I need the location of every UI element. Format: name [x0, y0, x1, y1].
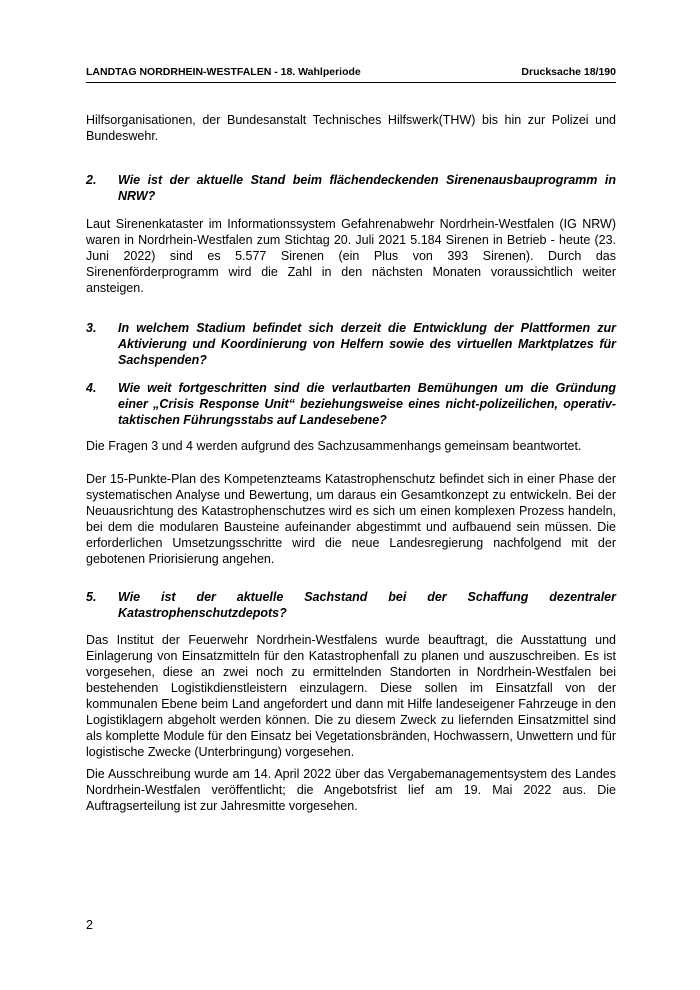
page-number: 2	[86, 918, 93, 932]
header-left: LANDTAG NORDRHEIN-WESTFALEN - 18. Wahlperiode	[86, 66, 361, 78]
paragraph-answer-5: Das Institut der Feuerwehr Nordrhein-Westfalens wurde beauftragt, die Ausstattung und Einlagerung von Einsatzmitteln für den Katastrophenfall zu planen und auszuschreiben. Es ist vorgesehen, diese an zwei noch zu ermittelnden Standorten in Nordrhein-Westfalen bei bestehenden Logistikdienstleistern einzulagern. Diese sollen im Einsatzfall von der kommunalen Ebene beim Land angefordert und dann mit Hilfe landeseigener Fahrzeuge in den Logistiklagern abgeholt werden können. Die zu diesem Zweck zu liefernden Einsatzmittel sind als komplette Module für den Einsatz bei Vegetationsbränden, Hochwassern, Unwettern und für logistische Zwecke (Unterbringung) vorgesehen.	[86, 633, 616, 759]
question-5	[86, 589, 616, 621]
paragraph-answer-2: Laut Sirenenkataster im Informationssystem Gefahrenabwehr Nordrhein-Westfalen (IG NRW) waren in Nordrhein-Westfalen zum Stichtag 20. Juli 2021 5.184 Sirenen in Betrieb - heute (23. Juni 2022) sind es 5.577 Sirenen (ein Plus von 393 Sirenen). Durch das Sirenenförderprogramm wird die Zahl in den nächsten Monaten voraussichtlich weiter ansteigen.	[86, 217, 616, 295]
question-text: Wie weit fortgeschritten sind die verlautbarten Bemühungen um die Gründung einer „Crisis Response Unit“ beziehungsweise eines nicht-polizeilichen, operativ-taktischen Führungsstabs auf Landesebene?	[118, 381, 616, 427]
question-text: Wie ist der aktuelle Stand beim flächendeckenden Sirenenausbauprogramm in NRW?	[118, 173, 616, 203]
question-text: Wie ist der aktuelle Sachstand bei der Schaffung dezentraler Katastrophenschutzdepots?	[118, 590, 616, 620]
paragraph-intro: Hilfsorganisationen, der Bundesanstalt Technisches Hilfswerk(THW) bis hin zur Polizei und Bundeswehr.	[86, 113, 616, 143]
paragraph-15-punkte-plan: Der 15-Punkte-Plan des Kompetenzteams Katastrophenschutz befindet sich in einer Phase der systematischen Analyse und Bewertung, um daraus ein Gesamtkonzept zu entwickeln. Bei der Neuausrichtung des Katastrophenschutzes wird es sich um einen komplexen Prozess handeln, bei dem die modularen Bausteine aufeinander abgestimmt und aufbauend sein müssen. Die erforderlichen Umsetzungsschritte wird die neue Landesregierung nachfolgend mit der gebotenen Priorisierung angehen.	[86, 472, 616, 566]
paragraph-combined-answer: Die Fragen 3 und 4 werden aufgrund des Sachzusammenhangs gemeinsam beantwortet.	[86, 439, 582, 453]
question-number: 4.	[86, 381, 97, 395]
question-2	[86, 172, 616, 204]
header-right: Drucksache 18/190	[521, 66, 616, 78]
question-3	[86, 320, 616, 368]
question-4	[86, 380, 616, 428]
question-number: 2.	[86, 173, 97, 187]
question-number: 5.	[86, 590, 97, 604]
question-text: In welchem Stadium befindet sich derzeit die Entwicklung der Plattformen zur Aktivierung und Koordinierung von Helfern sowie des virtuellen Marktplatzes für Sachspenden?	[118, 321, 616, 367]
question-number: 3.	[86, 321, 97, 335]
page-header	[86, 66, 616, 83]
paragraph-ausschreibung: Die Ausschreibung wurde am 14. April 2022 über das Vergabemanagementsystem des Landes Nordrhein-Westfalen veröffentlicht; die Angebotsfrist lief am 19. Mai 2022 aus. Die Auftragserteilung ist zur Jahresmitte vorgesehen.	[86, 767, 616, 813]
